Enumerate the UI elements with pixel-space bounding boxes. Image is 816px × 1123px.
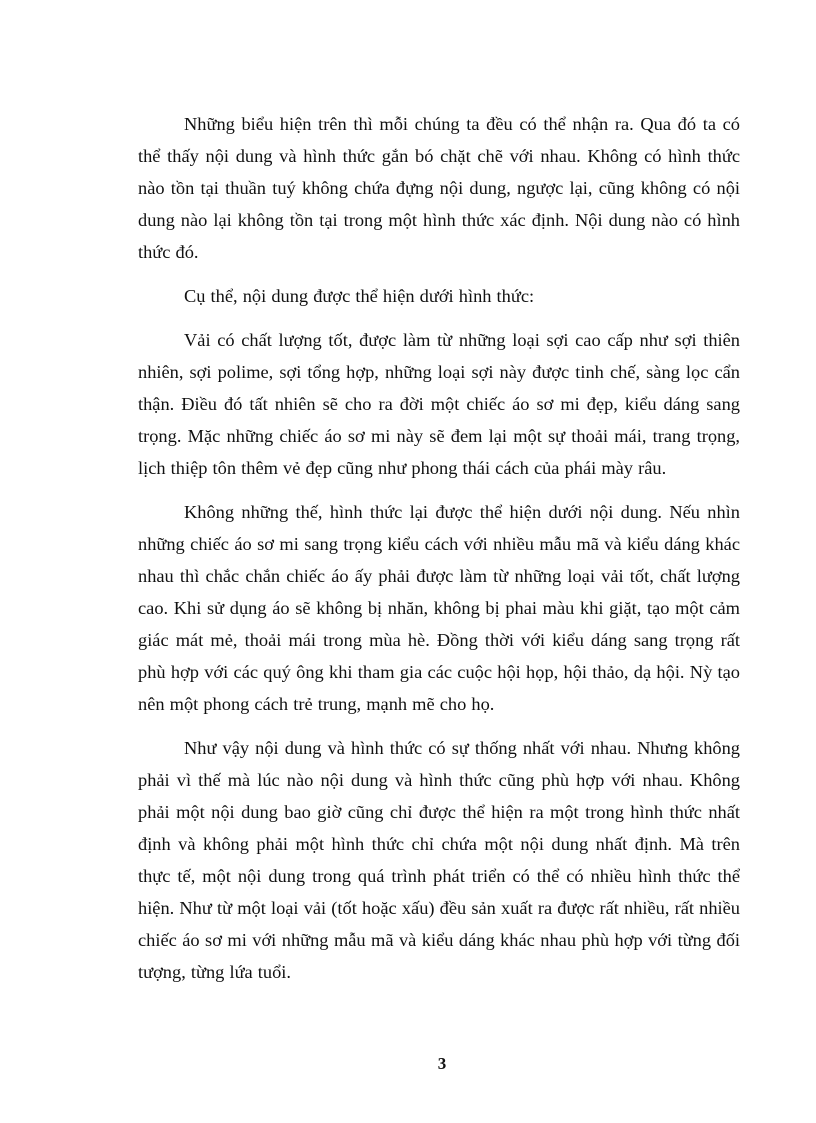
paragraph-2: Cụ thể, nội dung được thể hiện dưới hình thức:: [184, 286, 535, 306]
paragraph-4: Không những thế, hình thức lại được thể hiện dưới nội dung. Nếu nhìn những chiếc áo sơ mi sang trọng kiểu cách với nhiều mẫu mã và kiểu dáng khác nhau thì chắc chắn chiếc áo ấy phải được làm từ những loại vải tốt, chất lượng cao. Khi sử dụng áo sẽ không bị nhăn, không bị phai màu khi giặt, tạo một cảm giác mát mẻ, thoải mái trong mùa hè. Đồng thời với kiểu dáng sang trọng rất phù hợp với các quý ông khi tham gia các cuộc hội họp, hội thảo, dạ hội. Nỳ tạo nên một phong cách trẻ trung, mạnh mẽ cho họ.: [138, 502, 740, 714]
paragraph-5: Như vậy nội dung và hình thức có sự thống nhất với nhau. Nhưng không phải vì thế mà lúc nào nội dung và hình thức cũng phù hợp với nhau. Không phải một nội dung bao giờ cũng chỉ được thể hiện ra một trong hình thức nhất định và không phải một hình thức chỉ chứa một nội dung nhất định. Mà trên thực tế, một nội dung trong quá trình phát triển có thể có nhiều hình thức thể hiện. Như từ một loại vải (tốt hoặc xấu) đều sản xuất ra được rất nhiều, rất nhiều chiếc áo sơ mi với những mẫu mã và kiểu dáng khác nhau phù hợp với từng đối tượng, từng lứa tuổi.: [138, 738, 740, 982]
document-page: [138, 108, 740, 1000]
paragraph-1: Những biểu hiện trên thì mỗi chúng ta đều có thể nhận ra. Qua đó ta có thể thấy nội dung và hình thức gắn bó chặt chẽ với nhau. Không có hình thức nào tồn tại thuần tuý không chứa đựng nội dung, ngược lại, cũng không có nội dung nào lại không tồn tại trong một hình thức xác định. Nội dung nào có hình thức đó.: [138, 114, 740, 262]
page-number: 3: [437, 1054, 447, 1073]
paragraph-3: Vải có chất lượng tốt, được làm từ những loại sợi cao cấp như sợi thiên nhiên, sợi polime, sợi tổng hợp, những loại sợi này được tinh chế, sàng lọc cẩn thận. Điều đó tất nhiên sẽ cho ra đời một chiếc áo sơ mi đẹp, kiểu dáng sang trọng. Mặc những chiếc áo sơ mi này sẽ đem lại một sự thoải mái, trang trọng, lịch thiệp tôn thêm vẻ đẹp cũng như phong thái cách của phái mày râu.: [138, 330, 740, 478]
